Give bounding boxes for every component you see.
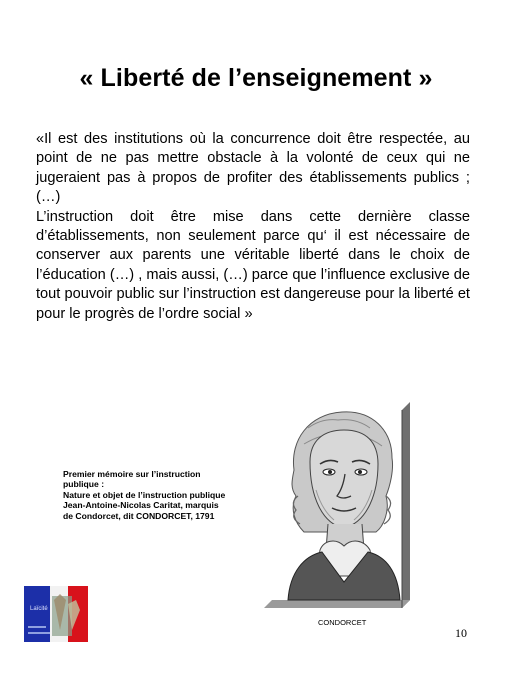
caption-line-5: de Condorcet, dit CONDORCET, 1791 xyxy=(63,510,215,521)
source-caption xyxy=(63,469,263,521)
frame-side-shadow xyxy=(402,402,410,608)
laicite-logo xyxy=(24,586,88,642)
frame-bottom-shadow xyxy=(264,600,410,608)
caption-line-4: Jean-Antoine-Nicolas Caritat, marquis xyxy=(63,500,219,511)
page-number: 10 xyxy=(455,626,467,640)
caption-line-1: Premier mémoire sur l’instruction xyxy=(63,469,201,479)
caption-line-2: publique : xyxy=(63,479,105,490)
portrait-label: CONDORCET xyxy=(318,618,367,627)
quote-paragraph-1: «Il est des institutions où la concurrence doit être respectée, au point de ne pas mettre obstacle à la volonté de ceux qui ne jugeraient pas à propos de profiter des établissements publics ; (…) xyxy=(36,131,470,206)
logo-text: Laïcité xyxy=(30,606,48,612)
quote-paragraph-2: L’instruction doit être mise dans cette dernière classe d’établissements, non seulement parce qu‘ il est nécessaire de conserver aux parents une véritable liberté dans le choix de l’éducation (…) , mais aussi, (…) parce que l’influence exclusive de tout pouvoir public sur l’instruction est dangereuse pour la liberté et pour le progrès de l’ordre social » xyxy=(36,208,470,322)
page-title: « Liberté de l’enseignement » xyxy=(79,64,433,92)
portrait-image xyxy=(264,400,420,608)
condorcet-portrait xyxy=(264,400,420,608)
quote-block xyxy=(36,130,470,324)
caption-line-3: Nature et objet de l’instruction publique xyxy=(63,489,226,500)
flag-logo-icon xyxy=(24,586,88,642)
